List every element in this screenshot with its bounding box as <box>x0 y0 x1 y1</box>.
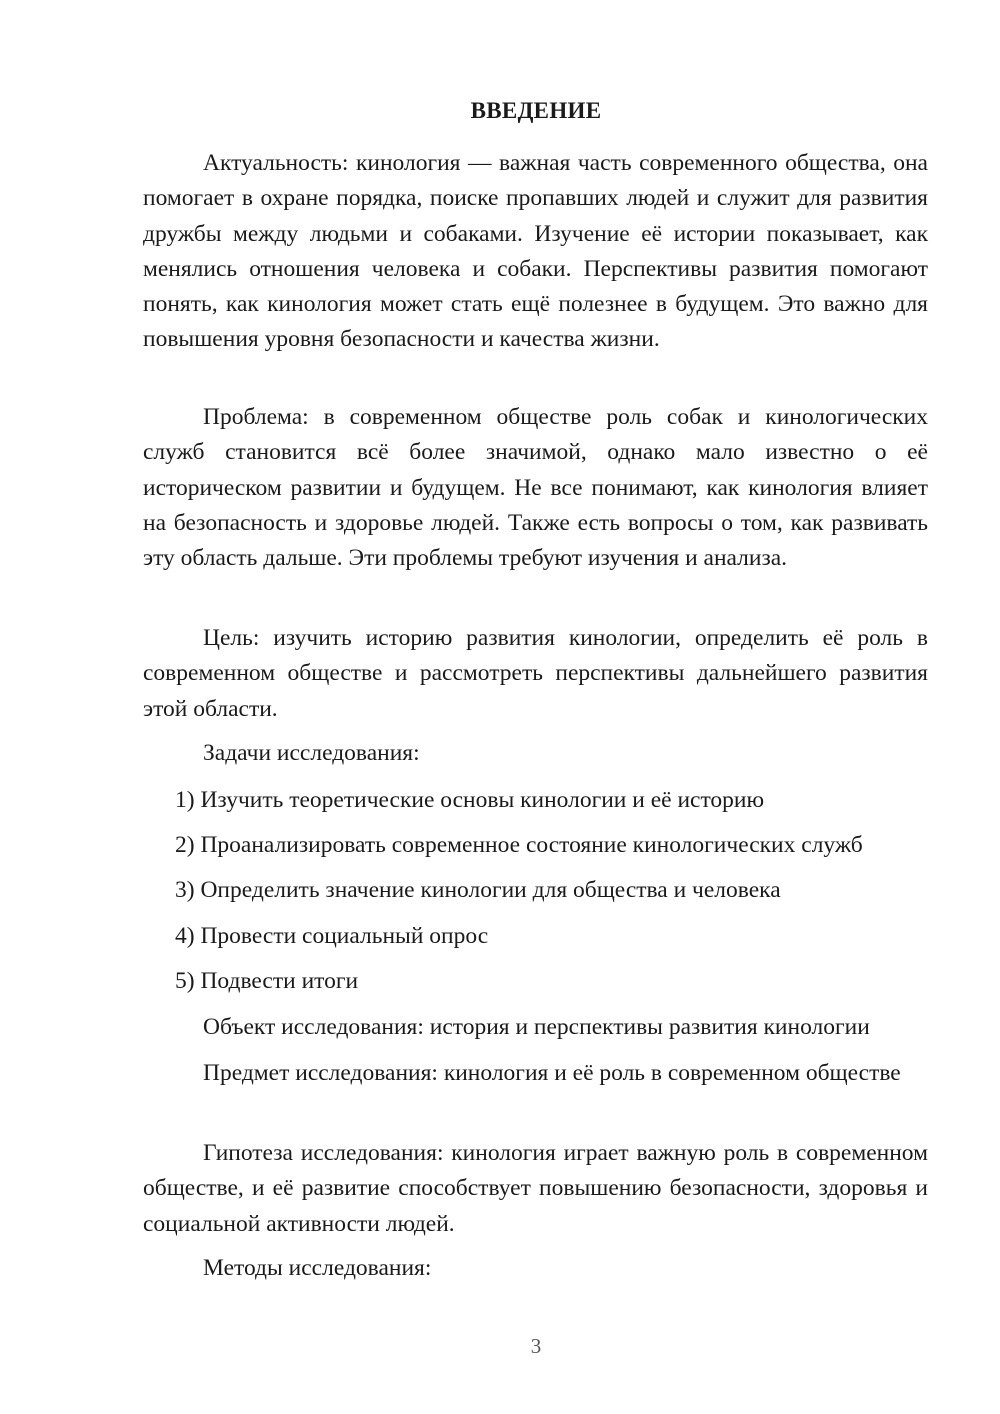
methods-paragraph: Методы исследования: <box>203 1255 432 1281</box>
subject-paragraph: Предмет исследования: кинология и её роль в современном обществе <box>203 1060 901 1086</box>
object-paragraph: Объект исследования: история и перспективы развития кинологии <box>203 1014 870 1040</box>
list-item: 1) Изучить теоретические основы кинологии и её историю <box>175 787 765 813</box>
list-item: 2) Проанализировать современное состояние кинологических служб <box>175 832 863 858</box>
list-item: 5) Подвести итоги <box>175 968 359 994</box>
page-number: 3 <box>530 1334 542 1358</box>
problem-paragraph: Проблема: в современном обществе роль собак и кинологических служб становится всё более значимой, однако мало известно о её историческом развитии и будущем. Не все понимают, как кинология влияет на безопасность и здоровье людей. Также есть вопросы о том, как развивать эту область дальше. Эти проблемы требуют изучения и анализа. <box>143 404 928 572</box>
list-item: 3) Определить значение кинологии для общества и человека <box>175 877 781 903</box>
hypothesis-paragraph: Гипотеза исследования: кинология играет важную роль в современном обществе, и её развитие способствует повышению безопасности, здоровья и социальной активности людей. <box>143 1140 928 1237</box>
tasks-title: Задачи исследования: <box>203 740 420 766</box>
list-item: 4) Провести социальный опрос <box>175 923 489 949</box>
goal-paragraph: Цель: изучить историю развития кинологии, определить её роль в современном обществе и рассмотреть перспективы дальнейшего развития этой области. <box>143 625 928 722</box>
page-title: ВВЕДЕНИЕ <box>470 98 602 123</box>
relevance-paragraph: Актуальность: кинология — важная часть современного общества, она помогает в охране порядка, поиске пропавших людей и служит для развития дружбы между людьми и собаками. Изучение её истории показывает, как менялись отношения человека и собаки. Перспективы развития помогают понять, как кинология может стать ещё полезнее в будущем. Это важно для повышения уровня безопасности и качества жизни. <box>143 150 928 353</box>
